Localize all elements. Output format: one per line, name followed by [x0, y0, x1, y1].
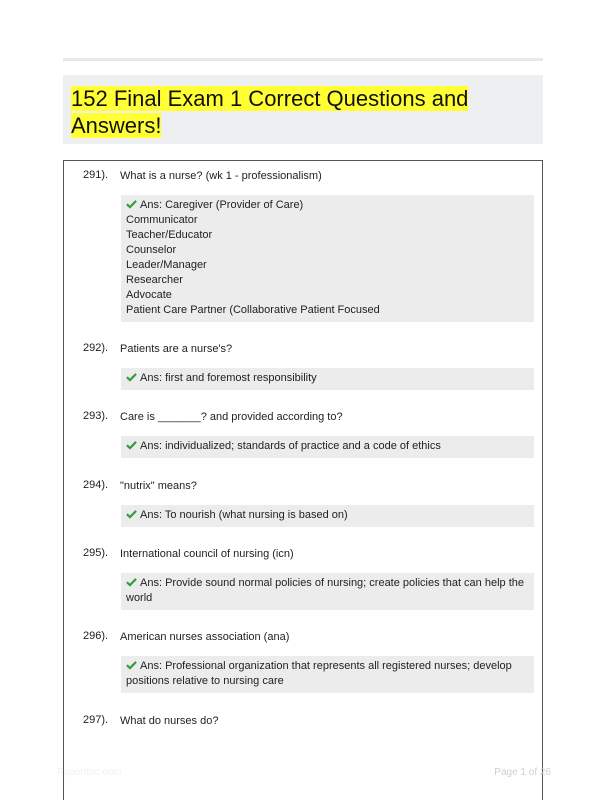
answer-line: Researcher	[126, 274, 183, 286]
question-text: American nurses association (ana)	[120, 631, 290, 643]
question-number: 293).	[83, 410, 109, 422]
document-title: 152 Final Exam 1 Correct Questions and Answers!	[71, 86, 469, 138]
check-icon	[126, 372, 137, 382]
check-icon	[126, 199, 137, 209]
answer-box	[121, 436, 534, 458]
top-divider	[63, 58, 543, 61]
answer-line: Counselor	[126, 244, 177, 256]
question-number: 292).	[83, 342, 109, 354]
footer-site: Papertbtc.com	[57, 767, 122, 778]
answer-line: Ans: Professional organization that represents all registered nurses; develop	[140, 660, 512, 672]
check-icon	[126, 440, 137, 450]
page-indicator: Page 1 of 26	[494, 767, 551, 778]
answer-line: Ans: Provide sound normal policies of nursing; create policies that can help the	[140, 577, 524, 589]
answer-line: Ans: Caregiver (Provider of Care)	[140, 199, 304, 211]
answer-box	[121, 505, 534, 527]
answer-line: Leader/Manager	[126, 259, 207, 271]
question-text: Care is _______? and provided according to?	[120, 411, 343, 423]
question-text: Patients are a nurse's?	[120, 343, 233, 355]
answer-line: Ans: first and foremost responsibility	[140, 372, 317, 384]
answer-line: Communicator	[126, 214, 198, 226]
answer-line: Patient Care Partner (Collaborative Patient Focused	[126, 304, 380, 316]
qa-frame	[63, 160, 543, 800]
question-number: 291).	[83, 169, 109, 181]
answer-line: positions relative to nursing care	[126, 675, 284, 687]
question-text: What is a nurse? (wk 1 - professionalism)	[120, 170, 322, 182]
question-text: What do nurses do?	[120, 715, 219, 727]
answer-line: Ans: To nourish (what nursing is based on)	[140, 509, 348, 521]
question-number: 297).	[83, 714, 109, 726]
question-number: 295).	[83, 547, 109, 559]
answer-line: Teacher/Educator	[126, 229, 213, 241]
answer-box	[121, 368, 534, 390]
check-icon	[126, 509, 137, 519]
answer-line: world	[126, 592, 153, 604]
question-text: International council of nursing (icn)	[120, 548, 294, 560]
answer-line: Advocate	[126, 289, 172, 301]
check-icon	[126, 577, 137, 587]
question-number: 294).	[83, 479, 109, 491]
question-number: 296).	[83, 630, 109, 642]
answer-box	[121, 195, 534, 322]
question-text: "nutrix" means?	[120, 480, 197, 492]
answer-box	[121, 573, 534, 610]
title-banner	[63, 75, 543, 144]
check-icon	[126, 660, 137, 670]
answer-box	[121, 656, 534, 693]
answer-line: Ans: individualized; standards of practice and a code of ethics	[140, 440, 441, 452]
